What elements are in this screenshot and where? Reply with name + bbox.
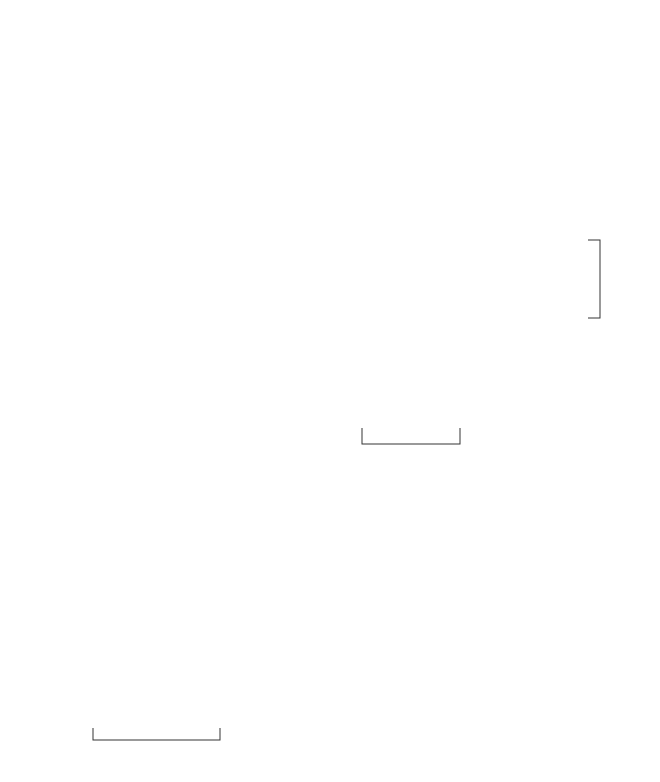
rapport-bracket-top <box>362 428 460 444</box>
rapport-bracket-bottom <box>93 728 220 740</box>
rapport-bracket-vertical <box>588 240 600 318</box>
